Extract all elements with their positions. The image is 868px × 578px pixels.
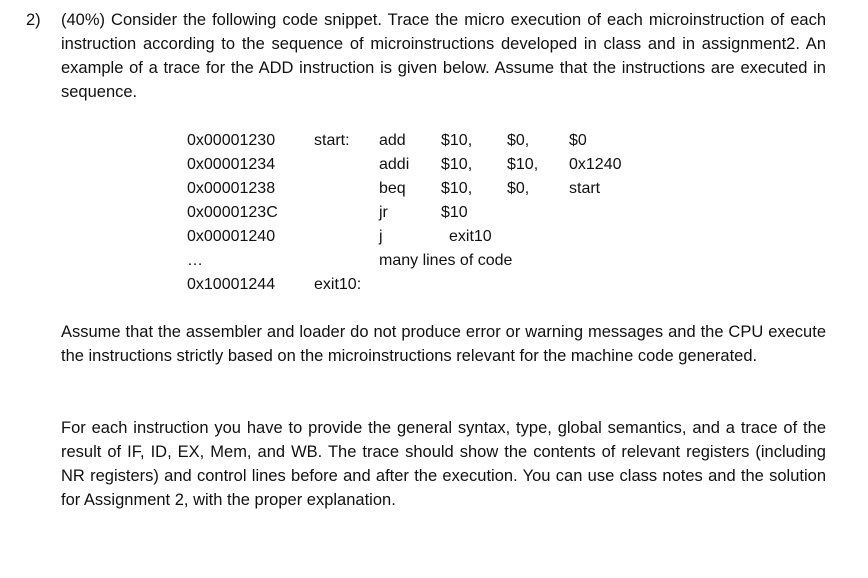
code-label: start:: [314, 132, 350, 149]
code-operand-1: $10,: [441, 132, 473, 149]
instructions-paragraph: For each instruction you have to provide the general syntax, type, global semantics, and a trace of the result of IF, ID, EX, Mem, and WB. The trace should show the contents of relevant registers (including NR registers) and control lines before and after the execution. You can use class notes and the solution for Assignment 2, with the proper explanation.: [61, 419, 826, 509]
code-address: 0x00001238: [187, 180, 276, 197]
code-operand-2: $10,: [507, 156, 539, 173]
code-opcode: addi: [379, 156, 410, 173]
code-opcode: j: [379, 228, 383, 245]
code-address: 0x00001240: [187, 228, 276, 245]
question-number: 2): [26, 11, 41, 29]
code-operand-1: $10,: [441, 156, 473, 173]
code-operand-3: $0: [569, 132, 587, 149]
code-address: 0x00001234: [187, 156, 276, 173]
code-label: exit10:: [314, 276, 362, 293]
code-operand-3: start: [569, 180, 601, 197]
code-operand-1: exit10: [449, 228, 492, 245]
code-opcode: jr: [379, 204, 388, 221]
code-comment: many lines of code: [379, 252, 513, 269]
code-operand-1: $10,: [441, 180, 473, 197]
code-operand-2: $0,: [507, 180, 530, 197]
code-operand-1: $10: [441, 204, 468, 221]
code-operand-3: 0x1240: [569, 156, 622, 173]
code-operand-2: $0,: [507, 132, 530, 149]
code-address: 0x0000123C: [187, 204, 278, 221]
assumption-paragraph: Assume that the assembler and loader do not produce error or warning messages and the CPU execute the instructions strictly based on the microinstructions relevant for the machine code generated.: [61, 323, 826, 365]
code-ellipsis: …: [187, 252, 203, 269]
code-address: 0x10001244: [187, 276, 276, 293]
code-address: 0x00001230: [187, 132, 276, 149]
code-opcode: add: [379, 132, 406, 149]
question-prompt: (40%) Consider the following code snippet. Trace the micro execution of each microinstruction of each instruction according to the sequence of microinstructions developed in class and in assignment2. An example of a trace for the ADD instruction is given below. Assume that the instructions are executed in sequence.: [61, 11, 826, 101]
code-opcode: beq: [379, 180, 406, 197]
